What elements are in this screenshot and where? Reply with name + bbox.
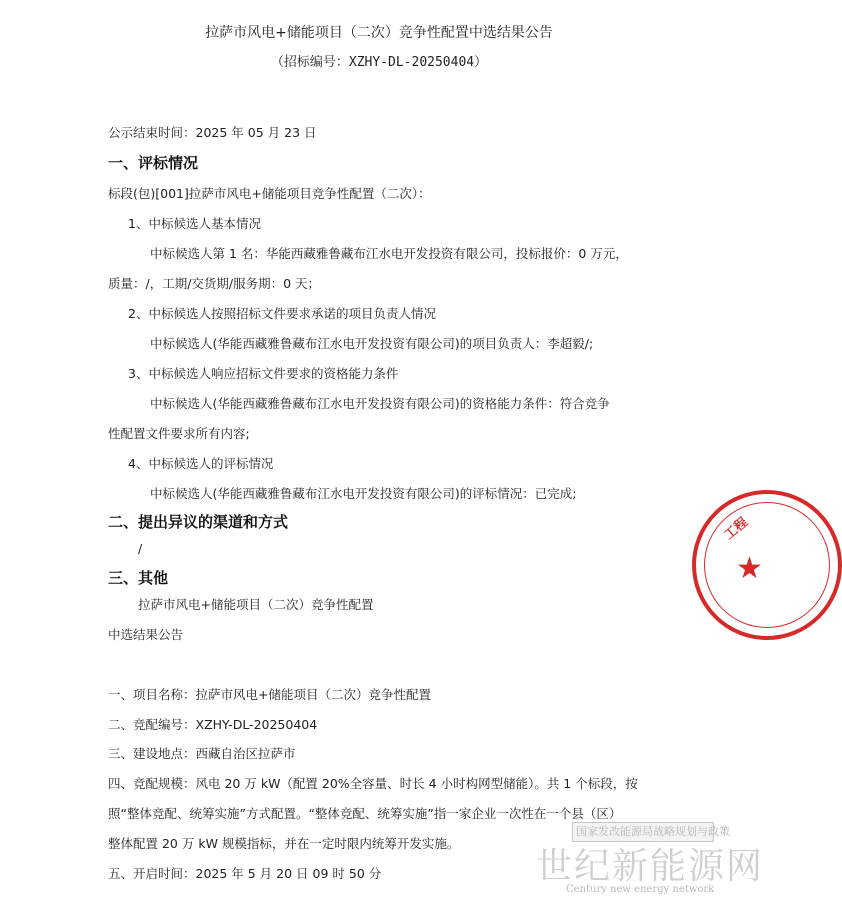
project-scale-line3: 整体配置 20 万 kW 规模指标，并在一定时限内统筹开发实施。: [108, 836, 460, 851]
item4-title: 4、中标候选人的评标情况: [128, 456, 274, 471]
item2-title: 2、中标候选人按照招标文件要求承诺的项目负责人情况: [128, 306, 436, 321]
publish-end-time: 公示结束时间：2025 年 05 月 23 日: [108, 125, 317, 140]
item4-line1: 中标候选人(华能西藏雅鲁藏布江水电开发投资有限公司)的评标情况：已完成;: [150, 486, 577, 501]
other-line2: 中选结果公告: [108, 627, 184, 642]
other-line1: 拉萨市风电+储能项目（二次）竞争性配置: [138, 597, 374, 612]
item1-line1: 中标候选人第 1 名：华能西藏雅鲁藏布江水电开发投资有限公司，投标报价：0 万元，: [150, 246, 628, 261]
project-code: 二、竞配编号：XZHY-DL-20250404: [108, 717, 318, 732]
project-location: 三、建设地点：西藏自治区拉萨市: [108, 746, 296, 761]
section-heading-other: 三、其他: [108, 569, 169, 587]
project-name: 一、项目名称：拉萨市风电+储能项目（二次）竞争性配置: [108, 687, 431, 702]
section-heading-evaluation: 一、评标情况: [108, 154, 199, 172]
item1-line2: 质量：/，工期/交货期/服务期：0 天；: [108, 276, 321, 291]
section-heading-objection: 二、提出异议的渠道和方式: [108, 513, 289, 531]
item1-title: 1、中标候选人基本情况: [128, 216, 261, 231]
tender-code: （招标编号：XZHY-DL-20250404）: [270, 55, 488, 70]
objection-body: /: [138, 541, 143, 556]
project-scale-line2: 照“整体竞配、统筹实施”方式配置。“整体竞配、统筹实施”指一家企业一次性在一个县（区）: [108, 806, 622, 821]
watermark-english-text: Century new energy network: [566, 884, 715, 895]
star-icon: ★: [736, 551, 763, 586]
opening-time: 五、开启时间：2025 年 5 月 20 日 09 时 50 分: [108, 866, 382, 881]
package-line: 标段(包)[001]拉萨市风电+储能项目竞争性配置（二次）：: [108, 186, 431, 201]
document-title: 拉萨市风电+储能项目（二次）竞争性配置中选结果公告: [205, 25, 553, 41]
item2-line1: 中标候选人(华能西藏雅鲁藏布江水电开发投资有限公司)的项目负责人：李超毅/;: [150, 336, 594, 351]
watermark-small-text: 国家发改能源局战略规划与政策: [576, 825, 730, 838]
seal-text: 工程: [721, 514, 752, 544]
item3-line2: 性配置文件要求所有内容;: [108, 426, 250, 441]
watermark-logo-text: 世纪新能源网: [536, 846, 765, 887]
official-seal: [692, 490, 842, 640]
item3-line1: 中标候选人(华能西藏雅鲁藏布江水电开发投资有限公司)的资格能力条件：符合竞争: [150, 396, 610, 411]
seal-inner-ring: [704, 502, 830, 628]
project-scale-line1: 四、竞配规模：风电 20 万 kW（配置 20%全容量、时长 4 小时构网型储能）。共 1 个标段，按: [108, 776, 638, 791]
item3-title: 3、中标候选人响应招标文件要求的资格能力条件: [128, 366, 399, 381]
